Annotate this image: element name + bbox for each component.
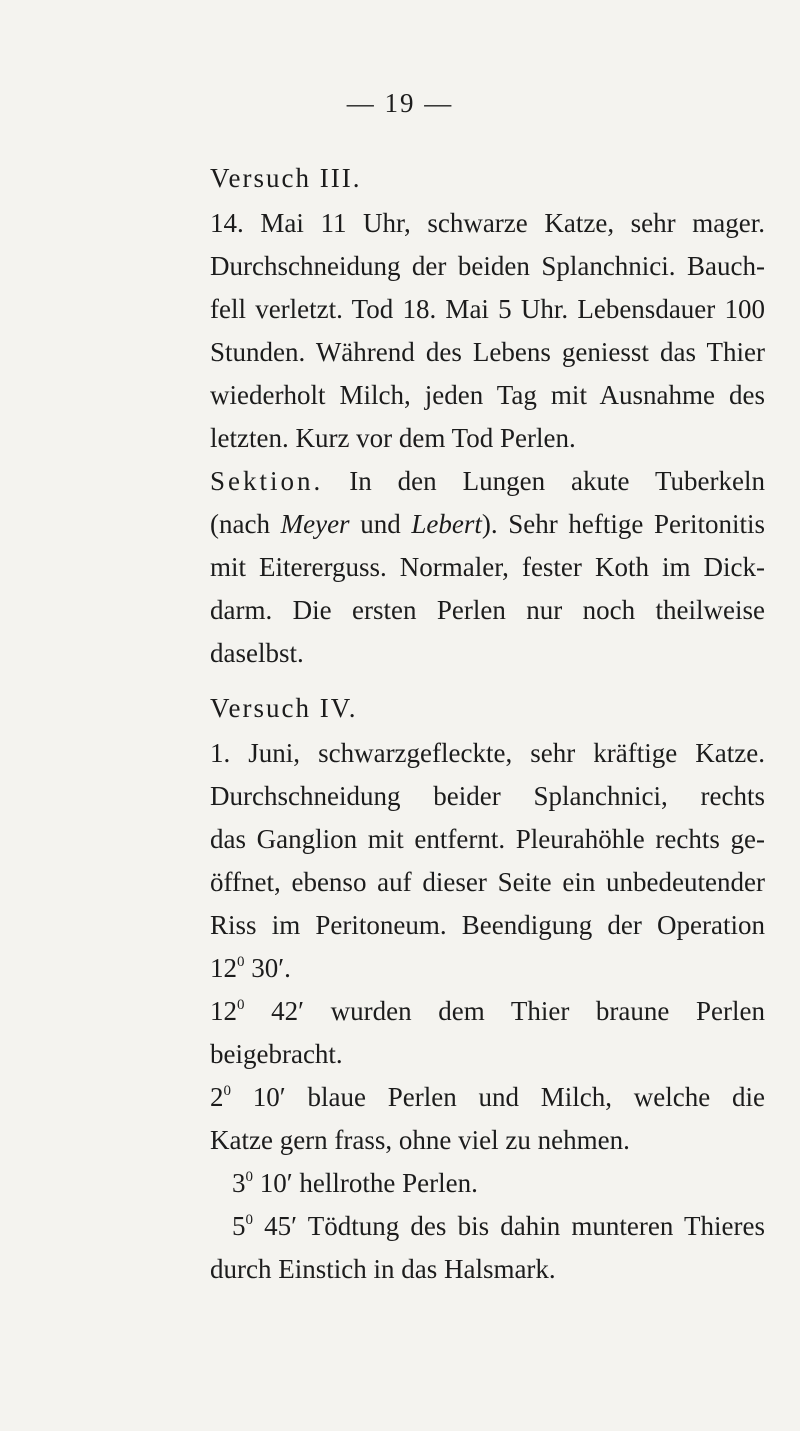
text-line: fell verletzt. Tod 18. Mai 5 Uhr. Lebensdauer 100: [210, 294, 765, 324]
text-span: (nach: [210, 509, 281, 539]
text-line: das Ganglion mit entfernt. Pleurahöhle rechts ge-: [210, 824, 765, 854]
time-hour: 12: [210, 996, 237, 1026]
time-hour: 3: [232, 1168, 246, 1198]
text-span: In den Lungen akute Tuberkeln: [323, 466, 765, 496]
text-span: 45′ Tödtung des bis dahin munteren Thieres: [253, 1211, 765, 1241]
author-name-lebert: Lebert: [411, 509, 482, 539]
text-span: ). Sehr heftige Peritonitis: [481, 509, 765, 539]
text-line: durch Einstich in das Halsmark.: [210, 1254, 556, 1284]
time-hour: 5: [232, 1211, 246, 1241]
time-entry: [232, 1163, 765, 1203]
sektion-line: [210, 461, 765, 501]
text-span: 42′ wurden dem Thier braune Perlen: [244, 996, 765, 1026]
text-line: Durchschneidung der beiden Splanchnici. Bauch-: [210, 251, 765, 281]
time-hour: 2: [210, 1082, 224, 1112]
text-line: letzten. Kurz vor dem Tod Perlen.: [210, 423, 576, 453]
sektion-label: Sektion.: [210, 466, 324, 496]
text-line: beigebracht.: [210, 1039, 343, 1069]
text-span: 10′ blaue Perlen und Milch, welche die: [231, 1082, 765, 1112]
page-number: — 19 —: [346, 88, 454, 118]
text-line: mit Eitererguss. Normaler, fester Koth im Dick-: [210, 552, 765, 582]
time-superscript: 0: [237, 954, 245, 970]
text-line: Durchschneidung beider Splanchnici, rechts: [210, 781, 765, 811]
text-line: öffnet, ebenso auf dieser Seite ein unbedeutender: [210, 867, 765, 897]
time-superscript: 0: [223, 1083, 231, 1099]
time-entry: [210, 1077, 765, 1117]
time-line: [210, 948, 765, 988]
text-span: 10′ hellrothe Perlen.: [253, 1168, 478, 1198]
section-heading-versuch-4: Versuch IV.: [210, 693, 358, 723]
text-line-with-names: [210, 504, 765, 544]
text-line: wiederholt Milch, jeden Tag mit Ausnahme des: [210, 380, 765, 410]
time-hour: 12: [210, 953, 237, 983]
time-entry: [232, 1206, 765, 1246]
text-line: daselbst.: [210, 638, 304, 668]
time-superscript: 0: [237, 997, 245, 1013]
author-name-meyer: Meyer: [280, 509, 350, 539]
text-line: 14. Mai 11 Uhr, schwarze Katze, sehr mager.: [210, 208, 765, 238]
text-line: Katze gern frass, ohne viel zu nehmen.: [210, 1125, 630, 1155]
time-entry: [210, 991, 765, 1031]
text-line: Riss im Peritoneum. Beendigung der Operation: [210, 910, 765, 940]
time-superscript: 0: [245, 1169, 253, 1185]
text-line: darm. Die ersten Perlen nur noch theilweise: [210, 595, 765, 625]
text-line: Stunden. Während des Lebens geniesst das Thier: [210, 337, 765, 367]
text-line: 1. Juni, schwarzgefleckte, sehr kräftige Katze.: [210, 738, 765, 768]
text-span: und: [349, 509, 412, 539]
time-minutes: 30′.: [244, 953, 291, 983]
time-superscript: 0: [245, 1212, 253, 1228]
section-heading-versuch-3: Versuch III.: [210, 163, 362, 193]
